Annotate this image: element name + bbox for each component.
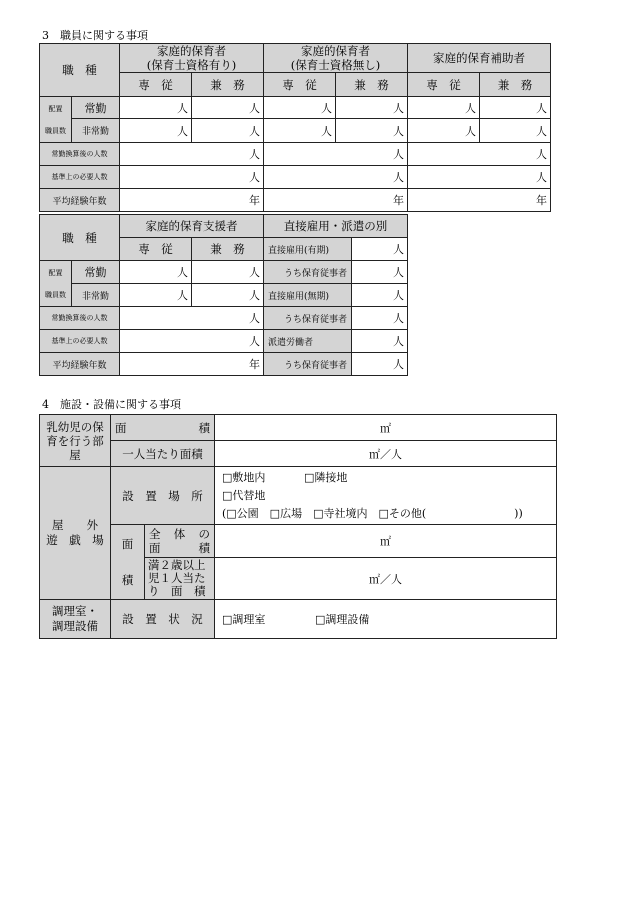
senju-label: 専 従 <box>120 238 192 261</box>
zentai-menseki-label: 全 体 の 面 積 <box>145 525 215 558</box>
chori-label: 調理室・ 調理設備 <box>40 600 111 639</box>
input-cell[interactable]: 人 <box>352 284 408 307</box>
jokin-label: 常勤 <box>72 261 120 284</box>
kansan-label: 常勤換算後の人数 <box>40 307 120 330</box>
input-cell[interactable]: 人 <box>352 261 408 284</box>
hijokin-label: 非常勤 <box>72 284 120 307</box>
kansan-label: 常勤換算後の人数 <box>40 143 120 166</box>
uchi-hoiku-label-2: うち保育従事者 <box>264 307 352 330</box>
input-cell[interactable]: 人 <box>120 143 264 166</box>
chori-options <box>215 600 557 639</box>
section3-title: 3 職員に関する事項 <box>42 29 148 42</box>
man2-menseki-label: 満２歳以上 児１人当た り 面 積 <box>145 558 215 600</box>
input-cell[interactable]: 人 <box>192 261 264 284</box>
haken-label: 派遣労働者 <box>264 330 352 353</box>
setchi-basho-label: 設 置 場 所 <box>111 467 215 525</box>
zentai-menseki-value[interactable]: ㎡ <box>215 525 557 558</box>
input-cell[interactable]: 人 <box>120 119 192 143</box>
facility-table <box>39 414 557 639</box>
opt-detail[interactable]: (□公園 □広場 □寺社境内 □その他( )) <box>222 506 523 520</box>
input-cell[interactable]: 年 <box>264 189 408 212</box>
okunai-label: 乳幼児の保 育を行う部 屋 <box>40 415 111 467</box>
input-cell[interactable]: 人 <box>480 97 551 119</box>
shokushu-header: 職 種 <box>40 44 120 97</box>
shokuinsu-label: 職員数 <box>45 290 66 299</box>
input-cell[interactable]: 人 <box>352 353 408 376</box>
staff-table-2 <box>39 214 408 376</box>
chokusetsu-yuki-label: 直接雇用(有期) <box>264 238 352 261</box>
chokusetsu-muki-label: 直接雇用(無期) <box>264 284 352 307</box>
input-cell[interactable]: 人 <box>120 97 192 119</box>
hijokin-label: 非常勤 <box>72 119 120 143</box>
senju-label: 専 従 <box>408 73 480 97</box>
men-label: 面 <box>121 537 134 551</box>
uchi-hoiku-label-1: うち保育従事者 <box>264 261 352 284</box>
opt-choriishitsu[interactable]: □調理室 <box>222 613 266 626</box>
setchi-basho-options <box>215 467 557 525</box>
jokin-label: 常勤 <box>72 97 120 119</box>
senju-label: 専 従 <box>120 73 192 97</box>
input-cell[interactable]: 人 <box>336 119 408 143</box>
staff-table-1 <box>39 43 551 212</box>
input-cell[interactable]: 人 <box>408 119 480 143</box>
input-cell[interactable]: 人 <box>120 330 264 353</box>
section4-title: 4 施設・設備に関する事項 <box>42 398 181 411</box>
setchi-jokyo-label: 設 置 状 況 <box>111 600 215 639</box>
keiken-label: 平均経験年数 <box>40 189 120 212</box>
input-cell[interactable]: 年 <box>120 353 264 376</box>
seki-label: 積 <box>121 573 134 587</box>
opt-chorisetsubi[interactable]: □調理設備 <box>315 613 370 626</box>
kenmu-label: 兼 務 <box>336 73 408 97</box>
input-cell[interactable]: 人 <box>120 307 264 330</box>
uchi-hoiku-label-3: うち保育従事者 <box>264 353 352 376</box>
input-cell[interactable]: 人 <box>408 166 551 189</box>
input-cell[interactable]: 人 <box>352 330 408 353</box>
input-cell[interactable]: 人 <box>336 97 408 119</box>
haichi-label: 配置 <box>48 104 63 113</box>
shokuinsu-label: 職員数 <box>45 126 66 135</box>
kenmu-label: 兼 務 <box>192 238 264 261</box>
input-cell[interactable]: 人 <box>264 97 336 119</box>
input-cell[interactable]: 人 <box>264 166 408 189</box>
input-cell[interactable]: 人 <box>352 307 408 330</box>
shokushu-header: 職 種 <box>40 215 120 261</box>
hitsuyo-label: 基準上の必要人数 <box>40 330 120 353</box>
men-seki-label <box>111 525 145 600</box>
input-cell[interactable]: 人 <box>120 166 264 189</box>
kenmu-label: 兼 務 <box>480 73 551 97</box>
hitori-menseki-value[interactable]: ㎡／人 <box>215 441 557 467</box>
opt-daitaichi[interactable]: □代替地 <box>222 488 266 502</box>
input-cell[interactable]: 人 <box>192 97 264 119</box>
senju-label: 専 従 <box>264 73 336 97</box>
haichi-label: 配置 <box>48 268 63 277</box>
input-cell[interactable]: 人 <box>120 261 192 284</box>
hitori-menseki-label: 一人当たり面積 <box>111 441 215 467</box>
input-cell[interactable]: 人 <box>120 284 192 307</box>
input-cell[interactable]: 人 <box>408 143 551 166</box>
col-hoikushi-ari: 家庭的保育者 (保育士資格有り) <box>120 44 264 73</box>
hitsuyo-label: 基準上の必要人数 <box>40 166 120 189</box>
input-cell[interactable]: 人 <box>192 119 264 143</box>
col-hoikushi-nashi: 家庭的保育者 (保育士資格無し) <box>264 44 408 73</box>
man2-menseki-value[interactable]: ㎡／人 <box>215 558 557 600</box>
col-shiensha: 家庭的保育支援者 <box>120 215 264 238</box>
col-koyo-haken: 直接雇用・派遣の別 <box>264 215 408 238</box>
input-cell[interactable]: 年 <box>408 189 551 212</box>
haichi-shokuinsu-label <box>40 97 72 143</box>
input-cell[interactable]: 人 <box>480 119 551 143</box>
opt-rinsetsu[interactable]: □隣接地 <box>304 470 348 484</box>
col-hojosha: 家庭的保育補助者 <box>408 44 551 73</box>
input-cell[interactable]: 人 <box>264 119 336 143</box>
opt-shikichinai[interactable]: □敷地内 <box>222 470 266 484</box>
keiken-label: 平均経験年数 <box>40 353 120 376</box>
input-cell[interactable]: 人 <box>352 238 408 261</box>
input-cell[interactable]: 人 <box>408 97 480 119</box>
kenmu-label: 兼 務 <box>192 73 264 97</box>
input-cell[interactable]: 年 <box>120 189 264 212</box>
input-cell[interactable]: 人 <box>192 284 264 307</box>
menseki-value[interactable]: ㎡ <box>215 415 557 441</box>
input-cell[interactable]: 人 <box>264 143 408 166</box>
haichi-shokuinsu-label <box>40 261 72 307</box>
okugai-label: 屋 外 遊 戯 場 <box>40 467 111 600</box>
menseki-label: 面 積 <box>111 415 215 441</box>
